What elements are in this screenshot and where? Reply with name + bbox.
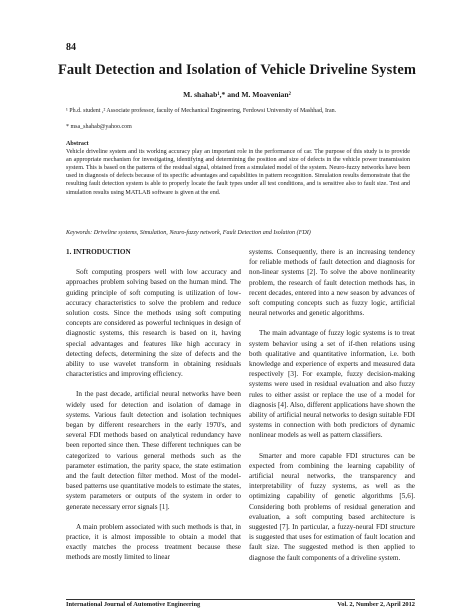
right-column <box>249 247 415 573</box>
email-note: * msa_shahab@yahoo.com <box>66 124 132 130</box>
footer-volume: Vol. 2, Number 2, April 2012 <box>337 601 415 608</box>
page-number: 84 <box>66 42 76 53</box>
authors-line: M. shahab¹,* and M. Moavenian² <box>183 90 291 99</box>
paragraph: systems. Consequently, there is an increasing tendency for reliable methods of fault detection and diagnosis for non-linear systems [2]. To solve the above nonlinearity problem, the research of fault detection methods has, in recent decades, entered into a new season by advances of soft computing concepts such as fuzzy logic, artificial neural networks and genetic algorithms. <box>249 248 415 318</box>
paragraph: The main advantage of fuzzy logic systems is to treat system behavior using a set of if-then relations using both qualitative and quantitative information, i.e. both knowledge and experience of experts and measured data respectively [3]. For example, fuzzy decision-making systems were used in residual evaluation and also fuzzy rules to either assist or replace the use of a model for diagnosis [4]. Also, different applications have shown the ability of artificial neural networks to design suitable FDI systems in connection with both predictors of dynamic nonlinear models as well as pattern classifiers. <box>249 329 415 440</box>
footer-rule <box>66 599 415 600</box>
keywords: Keywords: Driveline systems, Simulation, Neuro-fuzzy network, Fault Detection and Isolation (FDI) <box>66 230 311 236</box>
abstract <box>66 140 410 197</box>
left-column <box>66 247 241 573</box>
abstract-body: Vehicle driveline system and its working accuracy play an important role in the performance of car. The purpose of this study is to provide an appropriate mechanism for investigating, identifying and determining the position and size of defects in the vehicle power transmission system. This is based on the patterns of the residual signal, obtained from a simulated model of the system. Neuro-fuzzy networks have been used in diagnosis of defects because of its specific advantages and capabilities in pattern recognition. Simulation results demonstrate that the resulting fault detection system is able to properly locate the fault types under all test conditions, and is sensitive also to fault size. Test and simulation results using MATLAB software is given at the end. <box>66 149 410 196</box>
section-heading-introduction: 1. INTRODUCTION <box>66 248 131 256</box>
paragraph: A main problem associated with such methods is that, in practice, it is almost impossible to obtain a model that exactly matches the process treatment because these methods are mostly limited to linear <box>66 522 241 562</box>
affiliation-note: ¹ Ph.d. student ,² Associate professor, faculty of Mechanical Engineering, Ferdowsi University of Mashhad, Iran. <box>66 108 337 114</box>
paragraph: Smarter and more capable FDI structures can be expected from combining the learning capability of artificial neural networks, the transparency and interpretability of fuzzy systems, as well as the optimizing capability of genetic algorithms [5,6]. Considering both problems of residual generation and evaluation, a soft computing based architecture is suggested [7]. In particular, a fuzzy-neural FDI structure is suggested that uses for estimation of fault location and fault size. The suggested method is then applied to diagnose the fault components of a driveline system. <box>249 451 415 562</box>
abstract-heading: Abstract <box>66 141 89 147</box>
paper-title: Fault Detection and Isolation of Vehicle Driveline System <box>57 62 417 78</box>
paragraph: In the past decade, artificial neural networks have been widely used for detection and isolation of damage in systems. Various fault detection and isolation techniques began by different researchers in the early 1970's, and several FDI methods based on analytical redundancy have been reported since then. These different techniques can be categorized to various general methods such as the parameter estimation, the parity space, the state estimation and the fault detection filter method. Most of the model-based patterns use quantitative models to estimate the states, system parameters or outputs of the system in order to generate necessary error signals [1]. <box>66 390 241 511</box>
paragraph: Soft computing prospers well with low accuracy and approaches problem solving based on the human mind. The guiding principle of soft computing is utilization of low-accuracy characteristics to solve the problem and reduce solution costs. Since the methods using soft computing concepts are considered as powerful techniques in design of diagnostic systems, this research is based on it, having special advantages and features like high accuracy in detecting defects, determining the size of defects and the ability to use wavelet transform in obtaining residuals characteristics and improving efficiency. <box>66 268 241 379</box>
footer-journal: International Journal of Automotive Engineering <box>66 601 201 608</box>
